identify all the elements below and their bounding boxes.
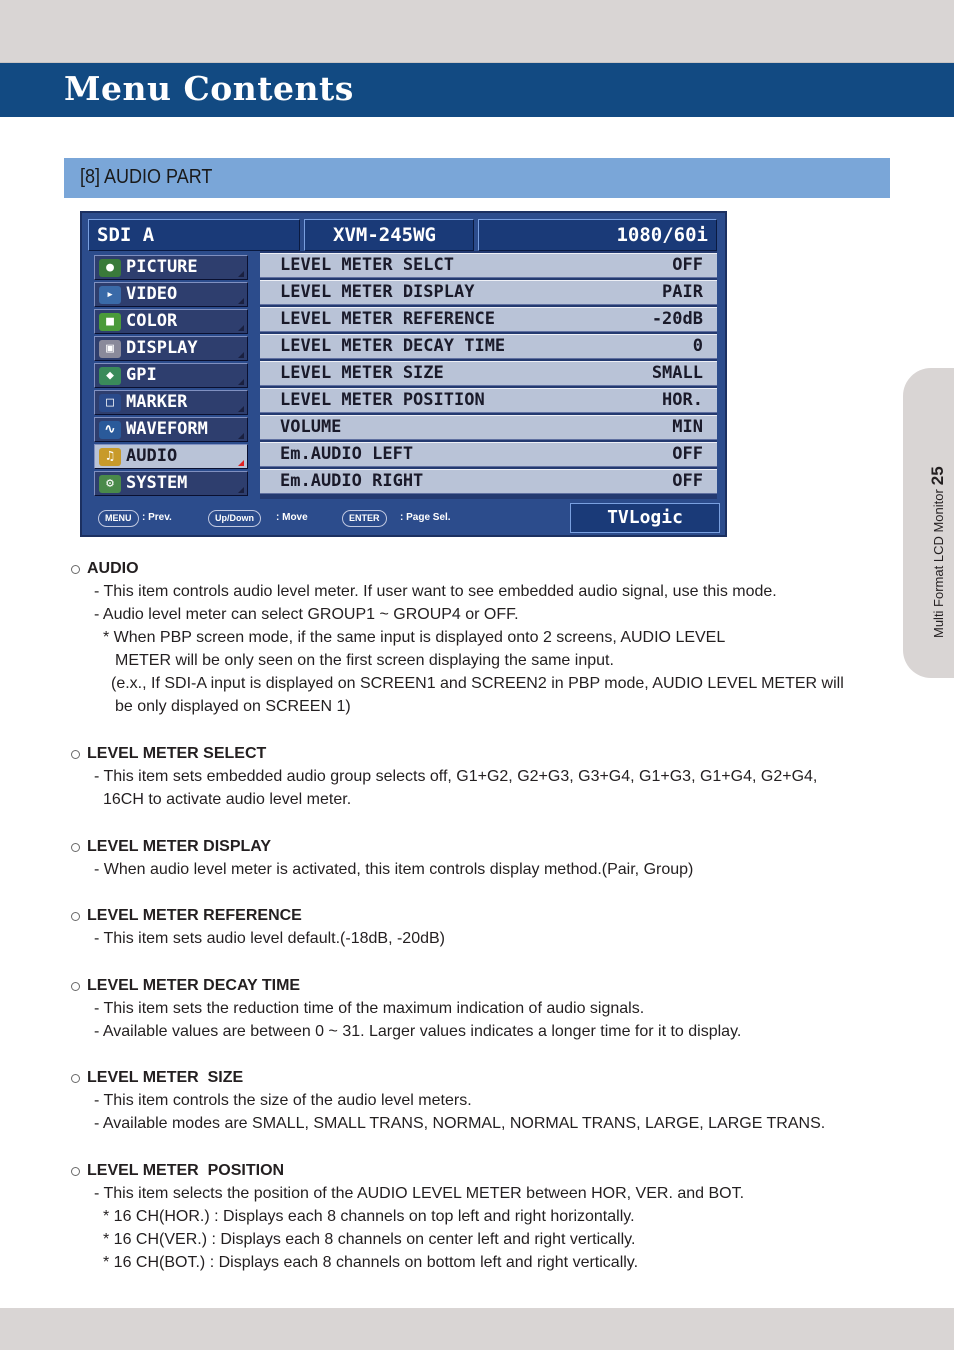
video-icon: ▸ xyxy=(99,286,121,304)
section-line: - This item controls the size of the audio level meters. xyxy=(94,1092,472,1109)
section-level-meter-decay-time xyxy=(70,974,900,1043)
section-heading-text: LEVEL METER POSITION xyxy=(87,1162,285,1179)
circle-bullet-icon xyxy=(71,912,80,921)
display-icon: ▣ xyxy=(99,340,121,358)
section-line: * 16 CH(HOR.) : Displays each 8 channels on top left and right horizontally. xyxy=(103,1208,635,1225)
section-heading xyxy=(70,835,900,858)
side-tab-text xyxy=(928,466,948,638)
page-top-band xyxy=(0,0,954,63)
osd-menu-item-waveform[interactable] xyxy=(94,417,248,442)
osd-menu-item-video[interactable] xyxy=(94,282,248,307)
osd-row-value: OFF xyxy=(672,471,703,491)
osd-row-label: Em.AUDIO RIGHT xyxy=(280,471,424,491)
osd-row[interactable] xyxy=(260,415,717,440)
osd-row-label: VOLUME xyxy=(280,417,342,437)
section-line: be only displayed on SCREEN 1) xyxy=(115,698,351,715)
corner-arrow-icon xyxy=(238,406,244,412)
osd-format-box xyxy=(478,219,717,251)
osd-menu-screenshot xyxy=(80,211,727,537)
circle-bullet-icon xyxy=(71,843,80,852)
osd-row[interactable] xyxy=(260,280,717,305)
osd-source-box xyxy=(88,219,300,251)
osd-menu-label: DISPLAY xyxy=(126,338,198,358)
section-line: * 16 CH(VER.) : Displays each 8 channels on center left and right vertically. xyxy=(103,1231,636,1248)
audio-icon: ♫ xyxy=(99,448,121,466)
osd-row-value: OFF xyxy=(672,444,703,464)
section-line: - When audio level meter is activated, this item controls display method.(Pair, Group) xyxy=(94,861,694,878)
corner-arrow-icon xyxy=(238,379,244,385)
section-heading xyxy=(70,904,900,927)
osd-model-box xyxy=(304,219,474,251)
section-level-meter-display xyxy=(70,835,900,881)
osd-row-label: Em.AUDIO LEFT xyxy=(280,444,414,464)
up-down-key: Up/Down xyxy=(208,510,261,527)
osd-row-value: HOR. xyxy=(662,390,703,410)
section-heading-text: LEVEL METER SELECT xyxy=(87,745,267,762)
section-heading-text: AUDIO xyxy=(87,560,139,577)
page-bottom-band xyxy=(0,1308,954,1350)
enter-key-text: : Page Sel. xyxy=(400,512,451,523)
corner-arrow-icon xyxy=(238,352,244,358)
osd-menu-label: AUDIO xyxy=(126,446,178,466)
section-line: - Audio level meter can select GROUP1 ~ GROUP4 or OFF. xyxy=(94,606,519,623)
osd-menu-label: GPI xyxy=(126,365,157,385)
osd-settings-panel xyxy=(260,251,717,499)
section-heading-text: LEVEL METER DISPLAY xyxy=(87,838,272,855)
system-icon: ⚙ xyxy=(99,475,121,493)
section-line: (e.x., If SDI-A input is displayed on SCREEN1 and SCREEN2 in PBP mode, AUDIO LEVEL METER will xyxy=(111,675,844,692)
menu-key-text: : Prev. xyxy=(142,512,172,523)
osd-row-label: LEVEL METER REFERENCE xyxy=(280,309,495,329)
osd-row-label: LEVEL METER SELCT xyxy=(280,255,454,275)
side-tab-label: Multi Format LCD Monitor xyxy=(931,489,946,638)
page-title: Menu Contents xyxy=(64,69,354,108)
section-line: - Available modes are SMALL, SMALL TRANS, NORMAL, NORMAL TRANS, LARGE, LARGE TRANS. xyxy=(94,1115,826,1132)
marker-icon: □ xyxy=(99,394,121,412)
section-line: - This item sets audio level default.(-18dB, -20dB) xyxy=(94,930,445,947)
section-title: [8] AUDIO PART xyxy=(80,166,213,188)
osd-row-value: -20dB xyxy=(651,309,703,329)
osd-menu-item-audio[interactable] xyxy=(94,444,248,469)
section-level-meter-select xyxy=(70,742,900,811)
section-heading xyxy=(70,742,900,765)
osd-row[interactable] xyxy=(260,442,717,467)
osd-model: XVM-245WG xyxy=(333,224,436,246)
circle-bullet-icon xyxy=(71,982,80,991)
osd-menu-item-system[interactable] xyxy=(94,471,248,496)
up-down-key-text: : Move xyxy=(276,512,308,523)
circle-bullet-icon xyxy=(71,1074,80,1083)
corner-arrow-icon xyxy=(238,460,244,466)
section-line: - This item sets embedded audio group selects off, G1+G2, G2+G3, G3+G4, G1+G3, G1+G4, G2+G4, xyxy=(94,768,818,785)
section-line: - This item sets the reduction time of the maximum indication of audio signals. xyxy=(94,1000,645,1017)
section-level-meter-position xyxy=(70,1159,900,1274)
osd-row-label: LEVEL METER POSITION xyxy=(280,390,485,410)
osd-row[interactable] xyxy=(260,307,717,332)
page-number: 25 xyxy=(928,466,947,486)
section-heading-text: LEVEL METER REFERENCE xyxy=(87,907,302,924)
section-heading xyxy=(70,1159,900,1182)
section-heading-text: LEVEL METER DECAY TIME xyxy=(87,977,301,994)
corner-arrow-icon xyxy=(238,271,244,277)
osd-menu-item-picture[interactable] xyxy=(94,255,248,280)
circle-bullet-icon xyxy=(71,750,80,759)
gpi-icon: ◆ xyxy=(99,367,121,385)
section-title-bar xyxy=(64,158,890,198)
osd-row-value: OFF xyxy=(672,255,703,275)
section-heading xyxy=(70,974,900,997)
section-level-meter-size xyxy=(70,1066,900,1135)
osd-menu-label: VIDEO xyxy=(126,284,178,304)
section-heading xyxy=(70,1066,900,1089)
section-line: 16CH to activate audio level meter. xyxy=(103,791,352,808)
osd-row-label: LEVEL METER SIZE xyxy=(280,363,444,383)
section-line: METER will be only seen on the first screen displaying the same input. xyxy=(115,652,614,669)
waveform-icon: ∿ xyxy=(99,421,121,439)
osd-menu-label: COLOR xyxy=(126,311,178,331)
osd-menu-item-marker[interactable] xyxy=(94,390,248,415)
osd-menu-label: PICTURE xyxy=(126,257,198,277)
osd-source: SDI A xyxy=(97,224,155,246)
osd-brand: TVLogic xyxy=(570,503,720,533)
osd-row[interactable] xyxy=(260,388,717,413)
osd-menu-label: MARKER xyxy=(126,392,188,412)
section-line: - Available values are between 0 ~ 31. Larger values indicates a longer time for it to display. xyxy=(94,1023,742,1040)
section-heading-text: LEVEL METER SIZE xyxy=(87,1069,244,1086)
circle-bullet-icon xyxy=(71,565,80,574)
enter-key: ENTER xyxy=(342,510,387,527)
osd-menu-label: WAVEFORM xyxy=(126,419,208,439)
osd-menu-item-color[interactable] xyxy=(94,309,248,334)
osd-row[interactable] xyxy=(260,469,717,494)
side-tab xyxy=(903,368,954,678)
osd-row[interactable] xyxy=(260,361,717,386)
circle-bullet-icon xyxy=(71,1167,80,1176)
section-audio xyxy=(70,557,900,718)
corner-arrow-icon xyxy=(238,325,244,331)
osd-footer xyxy=(90,507,720,531)
osd-row-label: LEVEL METER DECAY TIME xyxy=(280,336,506,356)
picture-icon: ● xyxy=(99,259,121,277)
osd-menu-item-gpi[interactable] xyxy=(94,363,248,388)
osd-row[interactable] xyxy=(260,334,717,359)
osd-row[interactable] xyxy=(260,253,717,278)
section-level-meter-reference xyxy=(70,904,900,950)
color-icon: ■ xyxy=(99,313,121,331)
osd-format: 1080/60i xyxy=(616,224,708,246)
osd-menu-label: SYSTEM xyxy=(126,473,188,493)
osd-row-value: 0 xyxy=(692,336,703,356)
osd-menu-item-display[interactable] xyxy=(94,336,248,361)
section-line: * When PBP screen mode, if the same input is displayed onto 2 screens, AUDIO LEVEL xyxy=(103,629,726,646)
corner-arrow-icon xyxy=(238,487,244,493)
menu-key: MENU xyxy=(98,510,139,527)
osd-row-value: MIN xyxy=(672,417,703,437)
corner-arrow-icon xyxy=(238,433,244,439)
section-line: - This item controls audio level meter. If user want to see embedded audio signal, use this mode. xyxy=(94,583,777,600)
osd-row-value: PAIR xyxy=(662,282,703,302)
section-line: - This item selects the position of the AUDIO LEVEL METER between HOR, VER. and BOT. xyxy=(94,1185,745,1202)
corner-arrow-icon xyxy=(238,298,244,304)
section-heading xyxy=(70,557,900,580)
osd-row-value: SMALL xyxy=(651,363,703,383)
title-bar xyxy=(0,63,954,117)
section-line: * 16 CH(BOT.) : Displays each 8 channels on bottom left and right vertically. xyxy=(103,1254,639,1271)
osd-row-label: LEVEL METER DISPLAY xyxy=(280,282,475,302)
